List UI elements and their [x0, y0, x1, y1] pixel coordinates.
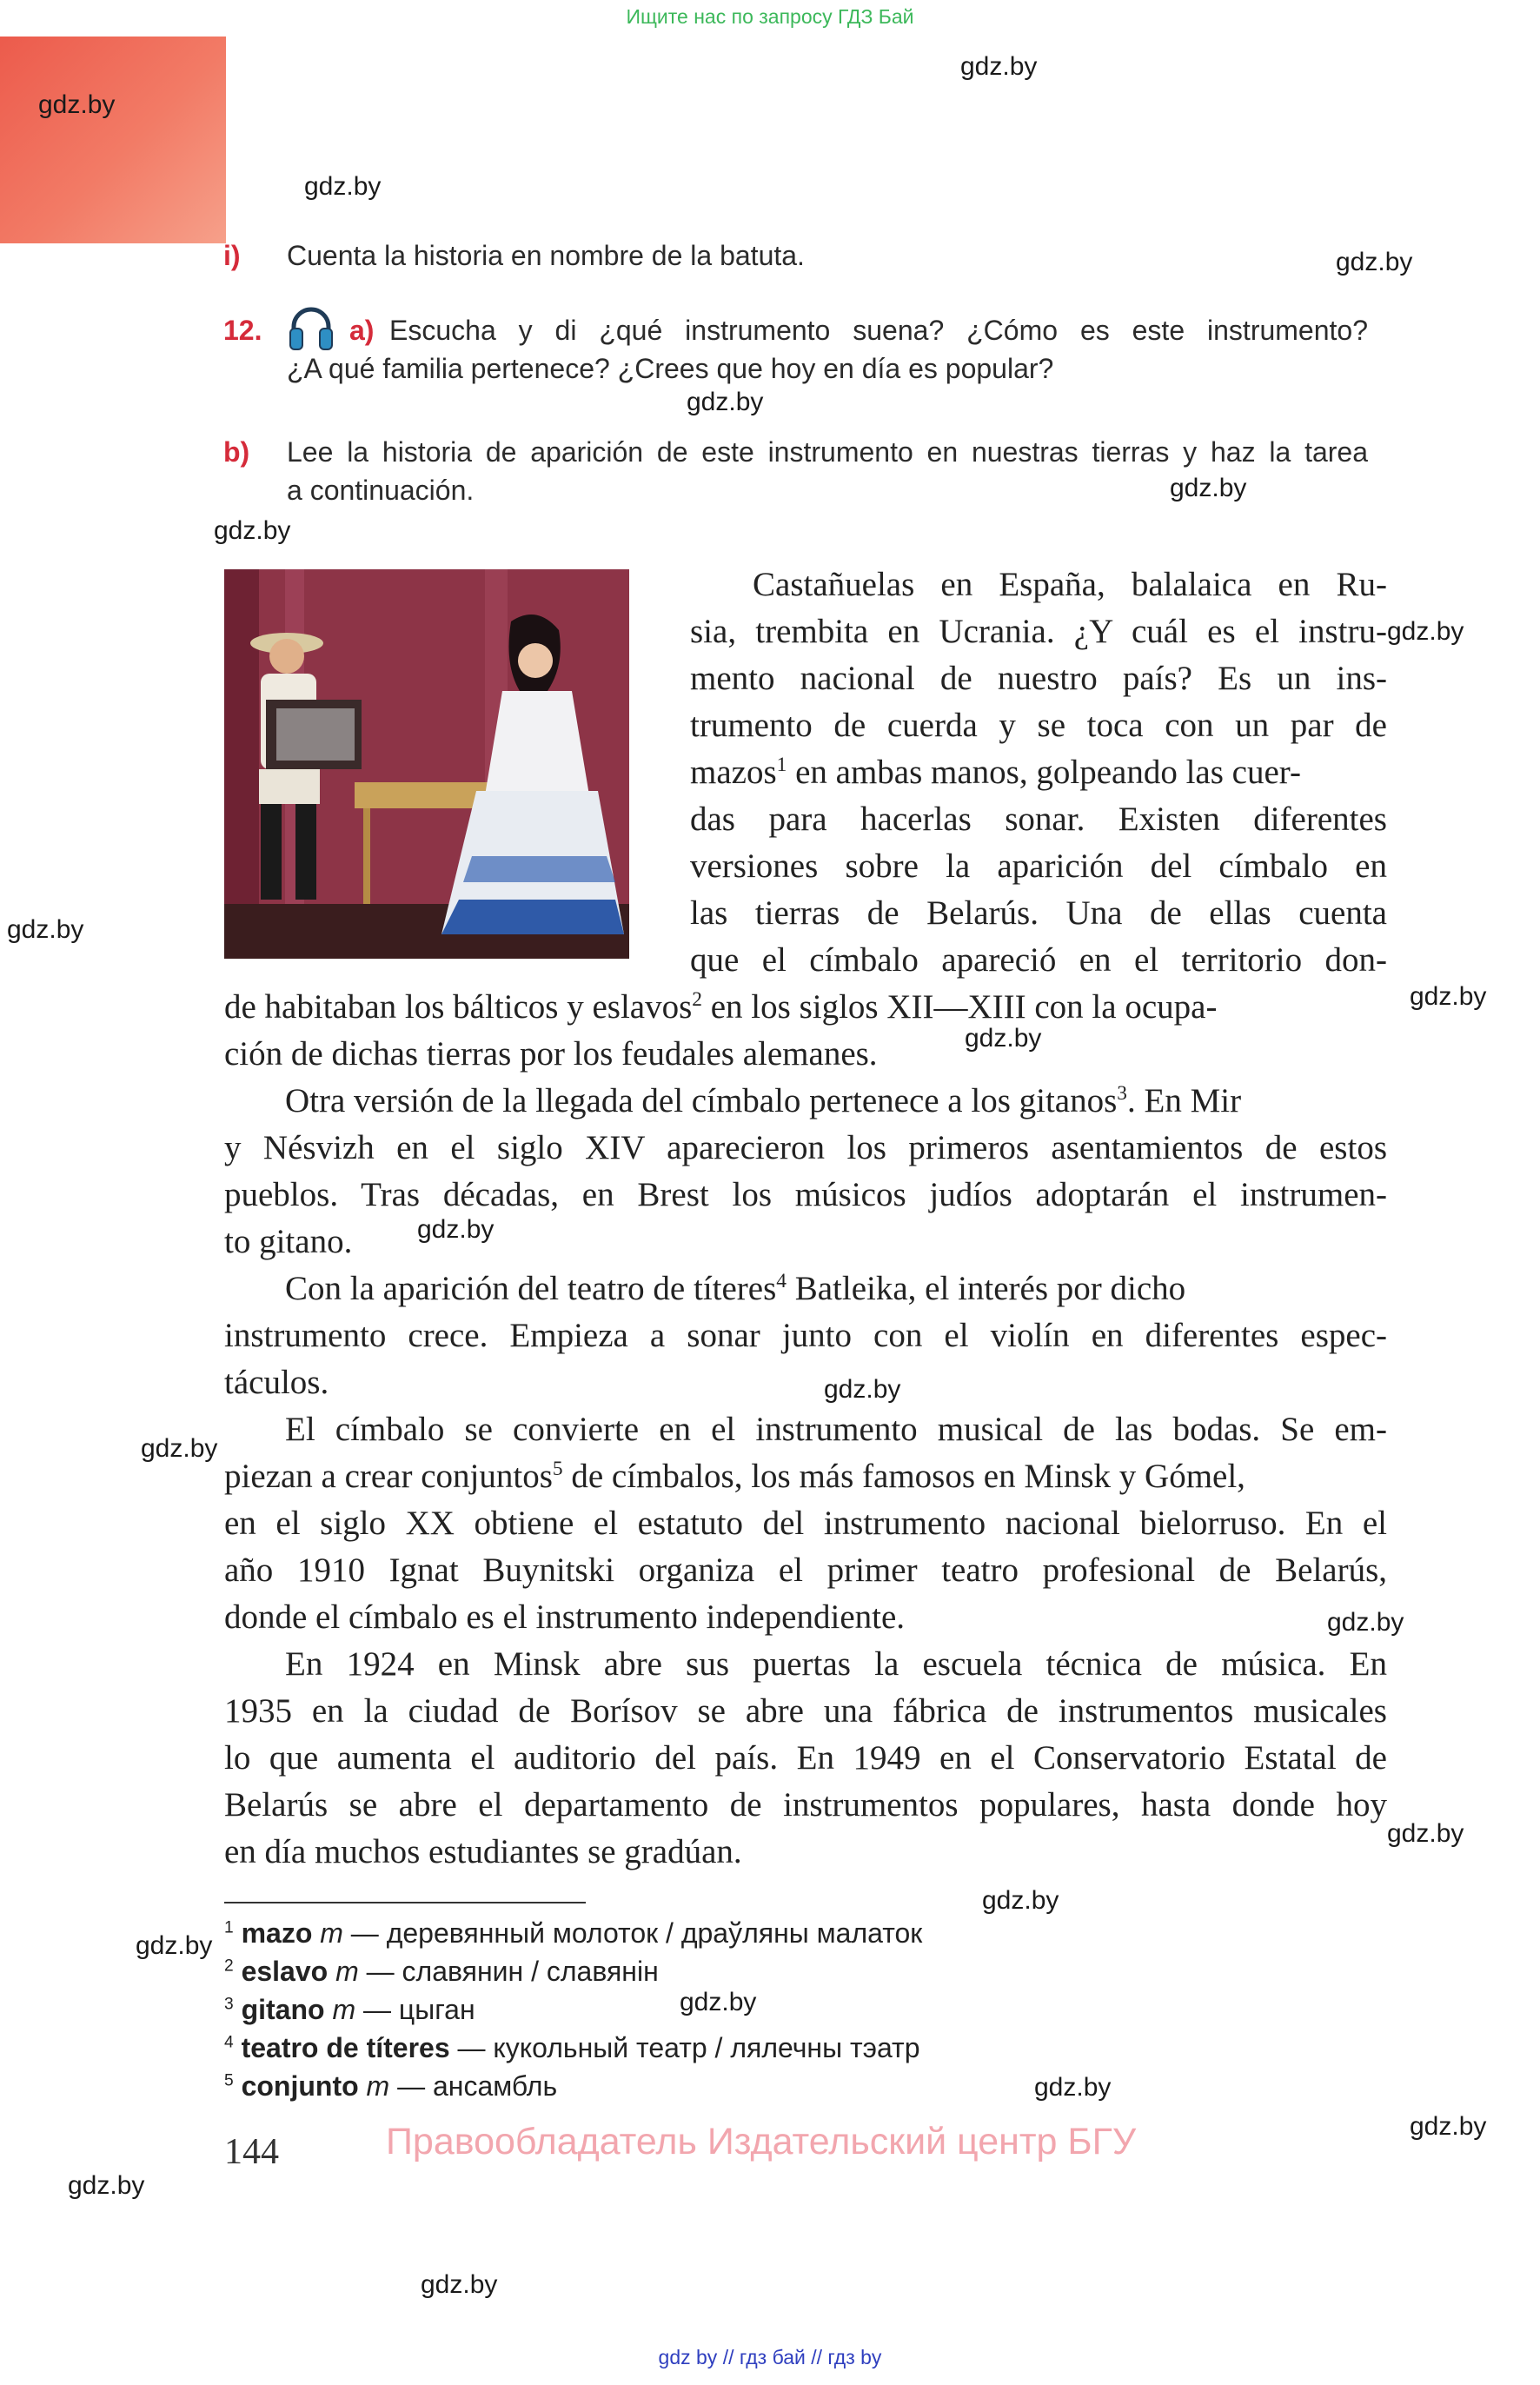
body-line: versiones sobre la aparición del címbalo en	[690, 847, 1387, 885]
body-line: en día muchos estudiantes se gradúan.	[224, 1833, 742, 1870]
watermark: gdz.by	[824, 1375, 901, 1404]
footnote-divider	[224, 1902, 586, 1903]
body-line: sia, trembita en Ucrania. ¿Y cuál es el instru-	[690, 613, 1387, 650]
watermark: gdz.by	[141, 1434, 218, 1463]
watermark: gdz.by	[136, 1931, 213, 1960]
body-line: mazos$^1$ en ambas manos, golpeando las cuer-	[690, 754, 1301, 791]
watermark: gdz.by	[214, 516, 291, 545]
footnote: $^4$ teatro de títeres — кукольный театр / лялечны тэатр	[224, 2032, 920, 2063]
watermark: gdz.by	[421, 2270, 498, 2299]
watermark: gdz.by	[680, 1988, 757, 2016]
watermark: gdz.by	[1034, 2073, 1112, 2102]
page-number: 144	[224, 2132, 279, 2172]
watermark: gdz.by	[1336, 248, 1413, 276]
body-line: das para hacerlas sonar. Existen diferentes	[690, 801, 1387, 838]
body-line: las tierras de Belarús. Una de ellas cuenta	[690, 894, 1387, 932]
watermark: gdz.by	[687, 388, 764, 416]
body-line: ción de dichas tierras por los feudales alemanes.	[224, 1035, 878, 1073]
body-line: to gitano.	[224, 1223, 353, 1260]
body-line: trumento de cuerda y se toca con un par de	[690, 707, 1387, 744]
body-line: donde el címbalo es el instrumento independiente.	[224, 1598, 906, 1636]
watermark: gdz.by	[1387, 1819, 1464, 1848]
task-text: Escucha y di ¿qué instrumento suena? ¿Cómo es este instrumento?	[389, 315, 1368, 346]
body-line: en el siglo XX obtiene el estatuto del instrumento nacional bielorruso. En el	[224, 1505, 1387, 1542]
footnote: $^1$ mazo m — деревянный молоток / драўляны малаток	[224, 1917, 923, 1949]
task-marker: i)	[223, 240, 241, 271]
task-text: Lee la historia de aparición de este instrumento en nuestras tierras y haz la tarea	[287, 436, 1368, 468]
footer-links[interactable]: gdz by // гдз бай // гдз by	[658, 2346, 882, 2368]
footnote: $^3$ gitano m — цыган	[224, 1994, 475, 2025]
task-text: ¿A qué familia pertenece? ¿Crees que hoy en día es popular?	[287, 353, 1054, 384]
watermark: gdz.by	[417, 1215, 495, 1244]
body-line: año 1910 Ignat Buynitski organiza el primer teatro profesional de Belarús,	[224, 1551, 1387, 1589]
watermark: gdz.by	[304, 172, 382, 201]
watermark: gdz.by	[982, 1886, 1059, 1915]
watermark: gdz.by	[1410, 2112, 1487, 2141]
watermark: gdz.by	[1387, 617, 1464, 646]
body-line: y Nésvizh en el siglo XIV aparecieron los primeros asentamientos de estos	[224, 1129, 1387, 1166]
exercise-number: 12.	[223, 315, 262, 346]
task-text: a continuación.	[287, 475, 475, 506]
headphones-icon[interactable]	[287, 302, 335, 353]
body-line: que el címbalo apareció en el territorio don-	[690, 941, 1387, 979]
body-line: pueblos. Tras décadas, en Brest los músicos judíos adoptarán el instrumen-	[224, 1176, 1387, 1213]
corner-tab	[0, 37, 226, 243]
copyright-holder: Правообладатель Издательский центр БГУ	[386, 2121, 1137, 2162]
watermark: gdz.by	[38, 90, 116, 119]
body-line: 1935 en la ciudad de Borísov se abre una fábrica de instrumentos musicales	[224, 1692, 1387, 1730]
body-line: instrumento crece. Empieza a sonar junto con el violín en diferentes espec-	[224, 1317, 1387, 1354]
body-line: El címbalo se convierte en el instrumento musical de las bodas. Se em-	[285, 1411, 1387, 1448]
watermark: gdz.by	[1170, 474, 1247, 502]
task-marker: a)	[349, 315, 375, 346]
body-line: Otra versión de la llegada del címbalo pertenece a los gitanos$^3$. En Mir	[285, 1082, 1242, 1119]
watermark: gdz.by	[960, 52, 1038, 81]
cimbalo-photo	[224, 569, 629, 959]
top-banner: Ищите нас по запросу ГДЗ Бай	[626, 5, 914, 28]
watermark: gdz.by	[1327, 1608, 1404, 1637]
task-marker: b)	[223, 436, 250, 468]
body-line: mento nacional de nuestro país? Es un ins-	[690, 660, 1387, 697]
watermark: gdz.by	[1410, 982, 1487, 1011]
body-line: táculos.	[224, 1364, 329, 1401]
body-line: lo que aumenta el auditorio del país. En 1949 en el Conservatorio Estatal de	[224, 1739, 1387, 1777]
body-line: Castañuelas en España, balalaica en Ru-	[753, 566, 1387, 603]
body-line: Belarús se abre el departamento de instrumentos populares, hasta donde hoy	[224, 1786, 1387, 1824]
watermark: gdz.by	[68, 2171, 145, 2200]
footnote: $^5$ conjunto m — ансамбль	[224, 2070, 558, 2102]
body-line: de habitaban los bálticos y eslavos$^2$ en los siglos XII—XIII con la ocupa-	[224, 988, 1218, 1026]
watermark: gdz.by	[7, 915, 84, 944]
body-line: En 1924 en Minsk abre sus puertas la escuela técnica de música. En	[285, 1645, 1387, 1683]
body-line: piezan a crear conjuntos$^5$ de címbalos, los más famosos en Minsk y Gómel,	[224, 1458, 1245, 1495]
task-text: Cuenta la historia en nombre de la batuta.	[287, 240, 805, 271]
body-line: Con la aparición del teatro de títeres$^4$ Batleika, el interés por dicho	[285, 1270, 1186, 1307]
watermark: gdz.by	[965, 1024, 1042, 1053]
footnote: $^2$ eslavo m — славянин / славянін	[224, 1956, 659, 1987]
